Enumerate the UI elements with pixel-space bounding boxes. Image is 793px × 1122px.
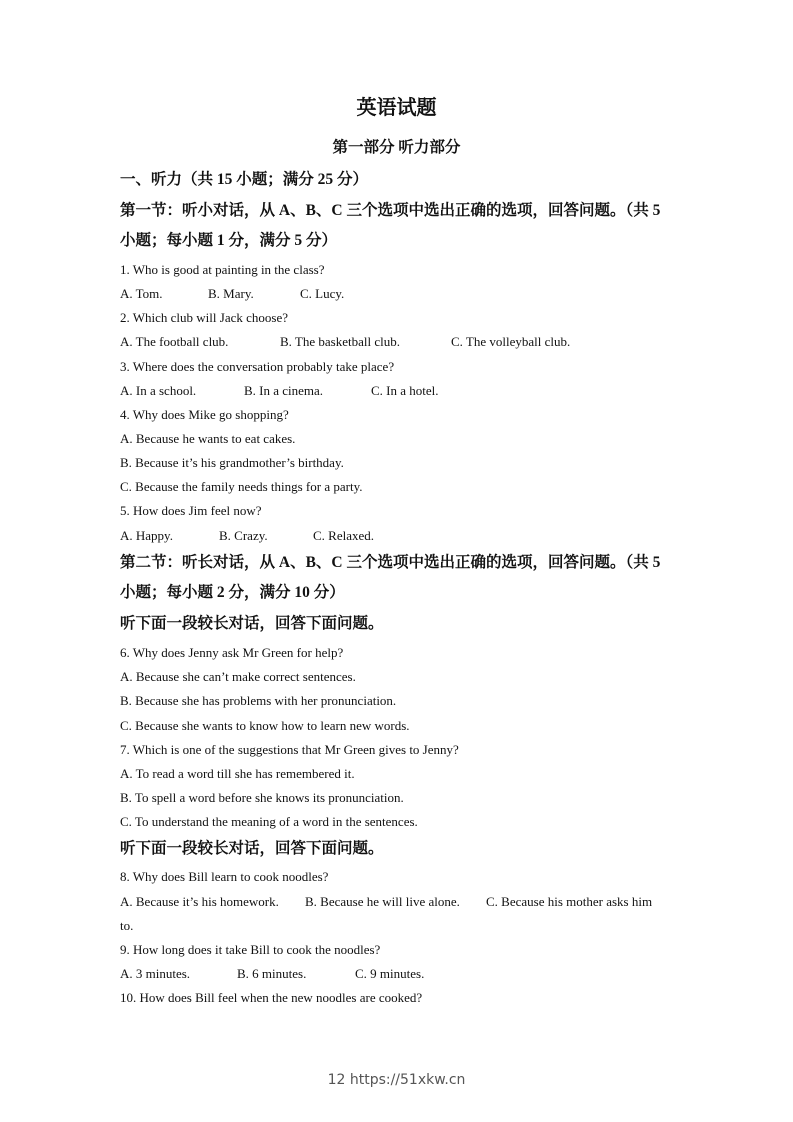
listening-heading: 一、听力（共 15 小题；满分 25 分） — [120, 171, 369, 188]
question-7-option-a: A. To read a word till she has remembered it. — [120, 766, 355, 781]
question-6-option-c: C. Because she wants to know how to learn new words. — [120, 718, 410, 733]
question-8-option-c: C. Because his mother asks him — [486, 894, 653, 909]
question-2-stem: 2. Which club will Jack choose? — [120, 310, 288, 325]
question-10-stem: 10. How does Bill feel when the new noodles are cooked? — [120, 990, 423, 1005]
question-9-option-b: B. 6 minutes. — [237, 966, 307, 981]
question-4-option-b: B. Because it’s his grandmother’s birthday. — [120, 455, 344, 470]
question-7-option-c: C. To understand the meaning of a word in the sentences. — [120, 814, 418, 829]
question-2-option-a: A. The football club. — [120, 334, 229, 349]
question-5-option-c: C. Relaxed. — [313, 528, 375, 543]
part-title: 第一部分 听力部分 — [332, 139, 461, 156]
page-footer: 12 https://51xkw.cn — [327, 1072, 466, 1088]
question-5-option-b: B. Crazy. — [219, 528, 268, 543]
section1-heading-line2: 小题；每小题 1 分，满分 5 分） — [120, 232, 338, 249]
document-title: 英语试题 — [356, 97, 437, 119]
section2-heading-line1: 第二节：听长对话，从 A、B、C 三个选项中选出正确的选项，回答问题。（共 5 — [120, 554, 661, 571]
question-7-stem: 7. Which is one of the suggestions that Mr Green gives to Jenny? — [120, 742, 459, 757]
question-2-option-c: C. The volleyball club. — [451, 334, 571, 349]
question-6-option-a: A. Because she can’t make correct sentences. — [120, 669, 356, 684]
section1-heading-line1: 第一节：听小对话，从 A、B、C 三个选项中选出正确的选项，回答问题。（共 5 — [120, 202, 661, 219]
question-9-option-c: C. 9 minutes. — [355, 966, 425, 981]
question-8-option-a: A. Because it’s his homework. — [120, 894, 279, 909]
question-7-option-b: B. To spell a word before she knows its pronunciation. — [120, 790, 404, 805]
question-5-stem: 5. How does Jim feel now? — [120, 503, 262, 518]
question-4-option-c: C. Because the family needs things for a party. — [120, 479, 363, 494]
question-1-stem: 1. Who is good at painting in the class? — [120, 262, 325, 277]
question-3-option-a: A. In a school. — [120, 383, 197, 398]
passage-intro-2: 听下面一段较长对话，回答下面问题。 — [120, 840, 384, 857]
question-1-option-b: B. Mary. — [208, 286, 254, 301]
question-5-option-a: A. Happy. — [120, 528, 173, 543]
question-6-stem: 6. Why does Jenny ask Mr Green for help? — [120, 645, 344, 660]
question-8-stem: 8. Why does Bill learn to cook noodles? — [120, 869, 329, 884]
question-8-option-b: B. Because he will live alone. — [305, 894, 460, 909]
question-4-option-a: A. Because he wants to eat cakes. — [120, 431, 296, 446]
question-4-stem: 4. Why does Mike go shopping? — [120, 407, 289, 422]
question-9-option-a: A. 3 minutes. — [120, 966, 191, 981]
passage-intro-1: 听下面一段较长对话，回答下面问题。 — [120, 615, 384, 632]
question-3-stem: 3. Where does the conversation probably take place? — [120, 359, 395, 374]
question-6-option-b: B. Because she has problems with her pronunciation. — [120, 693, 397, 708]
question-8-option-c-continued: to. — [120, 918, 134, 933]
question-2-option-b: B. The basketball club. — [280, 334, 400, 349]
question-3-option-c: C. In a hotel. — [371, 383, 439, 398]
question-1-option-c: C. Lucy. — [300, 286, 345, 301]
question-9-stem: 9. How long does it take Bill to cook the noodles? — [120, 942, 381, 957]
question-3-option-b: B. In a cinema. — [244, 383, 324, 398]
section2-heading-line2: 小题；每小题 2 分，满分 10 分） — [120, 584, 345, 601]
question-1-option-a: A. Tom. — [120, 286, 163, 301]
